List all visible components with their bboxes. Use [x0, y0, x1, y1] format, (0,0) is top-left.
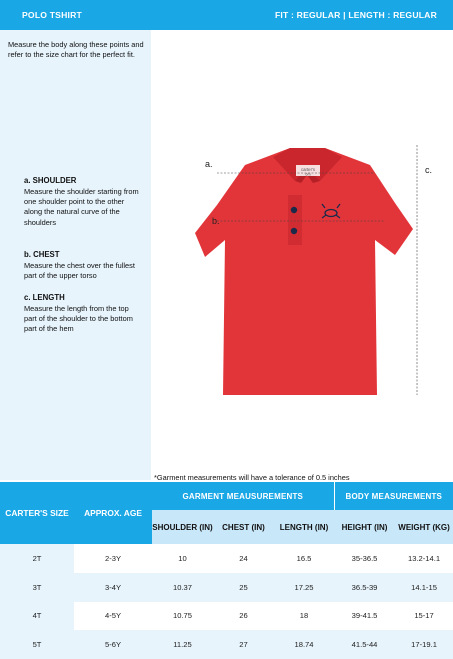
definition-title: b. CHEST — [24, 250, 60, 259]
cell-length: 17.25 — [274, 573, 334, 602]
button-icon — [291, 228, 297, 234]
cell-weight: 13.2-14.1 — [395, 544, 453, 573]
label-b: b. — [212, 216, 220, 226]
cell-length: 18 — [274, 602, 334, 631]
garment-group-header: GARMENT MEAUSUREMENTS — [152, 482, 334, 510]
table-row — [0, 544, 453, 573]
cell-weight: 14.1-15 — [395, 573, 453, 602]
polo-shirt-diagram — [195, 145, 445, 405]
cell-chest: 25 — [213, 573, 274, 602]
col-shoulder: SHOULDER (IN) — [152, 510, 213, 544]
definition-title: a. SHOULDER — [24, 176, 77, 185]
tolerance-note: *Garment measurements will have a tolerance of 0.5 inches — [154, 473, 350, 482]
cell-height: 39-41.5 — [334, 602, 395, 631]
intro-text: Measure the body along these points and refer to the size chart for the perfect fit. — [8, 40, 144, 60]
col-weight: WEIGHT (KG) — [395, 510, 453, 544]
page-header — [0, 0, 453, 30]
cell-height: 41.5-44 — [334, 630, 395, 659]
label-a: a. — [205, 159, 213, 169]
cell-age: 2-3Y — [74, 544, 152, 573]
cell-height: 36.5-39 — [334, 573, 395, 602]
cell-shoulder: 10 — [152, 544, 213, 573]
tag-size: 6m — [305, 172, 311, 177]
label-c: c. — [425, 165, 433, 175]
table-row — [0, 573, 453, 602]
definition-length — [24, 293, 140, 335]
definition-chest — [24, 250, 140, 281]
cell-height: 35-36.5 — [334, 544, 395, 573]
cell-shoulder: 10.37 — [152, 573, 213, 602]
polo-shirt-image — [195, 148, 413, 395]
cell-chest: 27 — [213, 630, 274, 659]
cell-size: 2T — [0, 544, 74, 573]
product-title: POLO TSHIRT — [22, 10, 82, 20]
size-header: CARTER'S SIZE — [0, 482, 74, 544]
col-height: HEIGHT (IN) — [334, 510, 395, 544]
cell-age: 4-5Y — [74, 602, 152, 631]
fit-info: FIT : REGULAR | LENGTH : REGULAR — [274, 10, 437, 20]
cell-age: 5-6Y — [74, 630, 152, 659]
definition-title: c. LENGTH — [24, 293, 65, 302]
cell-shoulder: 11.25 — [152, 630, 213, 659]
definition-body: Measure the shoulder starting from one shoulder point to the other along the natural curve of the shoulders — [24, 187, 139, 227]
cell-weight: 15-17 — [395, 602, 453, 631]
cell-length: 16.5 — [274, 544, 334, 573]
cell-size: 3T — [0, 573, 74, 602]
body-group-header: BODY MEASUREMENTS — [334, 482, 453, 510]
cell-size: 4T — [0, 602, 74, 631]
table-row — [0, 602, 453, 631]
table-row — [0, 630, 453, 659]
size-chart-table — [0, 482, 453, 659]
cell-chest: 26 — [213, 602, 274, 631]
measurement-diagram — [195, 145, 445, 405]
cell-weight: 17-19.1 — [395, 630, 453, 659]
cell-size: 5T — [0, 630, 74, 659]
placket — [288, 195, 302, 245]
col-length: LENGTH (IN) — [274, 510, 334, 544]
cell-shoulder: 10.75 — [152, 602, 213, 631]
cell-length: 18.74 — [274, 630, 334, 659]
definition-shoulder — [24, 176, 140, 228]
cell-age: 3-4Y — [74, 573, 152, 602]
definition-body: Measure the chest over the fullest part of the upper torso — [24, 261, 135, 281]
cell-chest: 24 — [213, 544, 274, 573]
definition-body: Measure the length from the top part of the shoulder to the bottom part of the hem — [24, 304, 133, 334]
tag-brand: carter's — [301, 167, 315, 172]
age-header: APPROX. AGE — [74, 482, 152, 544]
col-chest: CHEST (IN) — [213, 510, 274, 544]
button-icon — [291, 207, 297, 213]
